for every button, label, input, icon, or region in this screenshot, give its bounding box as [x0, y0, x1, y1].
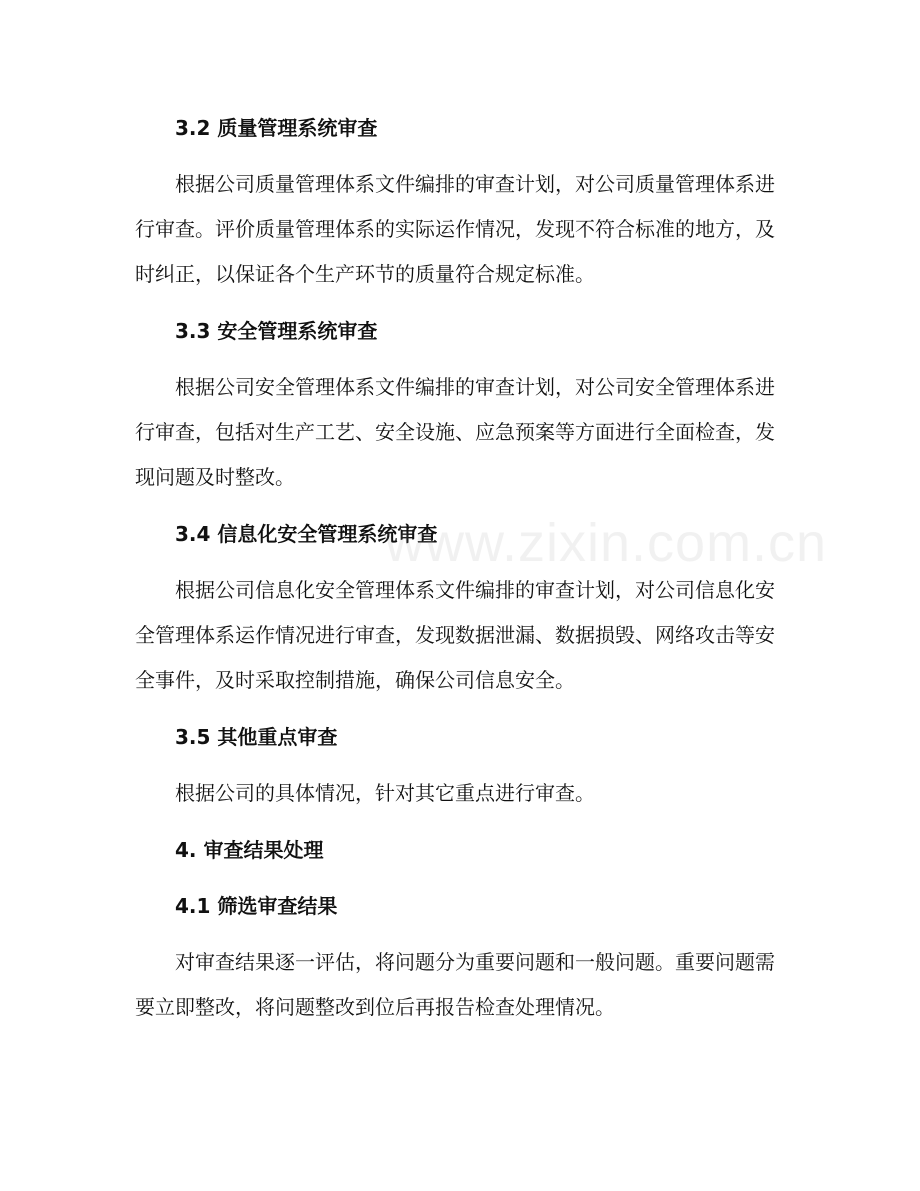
section-paragraph-3-2: 根据公司质量管理体系文件编排的审查计划，对公司质量管理体系进行审查。评价质量管理体系的实际运作情况，发现不符合标准的地方，及时纠正，以保证各个生产环节的质量符合规定标准。	[135, 172, 775, 286]
section-heading-3-3: 3.3 安全管理系统审查	[175, 319, 378, 343]
section-heading-3-2: 3.2 质量管理系统审查	[175, 116, 378, 140]
section-heading-4: 4. 审查结果处理	[175, 838, 324, 862]
section-heading-3-4: 3.4 信息化安全管理系统审查	[175, 522, 438, 546]
document-body	[135, 106, 775, 1042]
section-paragraph-3-5: 根据公司的具体情况，针对其它重点进行审查。	[175, 781, 595, 805]
section-heading-4-1: 4.1 筛选审查结果	[175, 894, 338, 918]
section-heading-3-5: 3.5 其他重点审查	[175, 725, 338, 749]
section-paragraph-4-1: 对审查结果逐一评估，将问题分为重要问题和一般问题。重要问题需要立即整改，将问题整改到位后再报告检查处理情况。	[135, 950, 775, 1019]
watermark-text: www.zixin.com.cn	[385, 513, 828, 573]
section-paragraph-3-3: 根据公司安全管理体系文件编排的审查计划，对公司安全管理体系进行审查，包括对生产工艺、安全设施、应急预案等方面进行全面检查，发现问题及时整改。	[135, 375, 775, 489]
section-paragraph-3-4: 根据公司信息化安全管理体系文件编排的审查计划，对公司信息化安全管理体系运作情况进行审查，发现数据泄漏、数据损毁、网络攻击等安全事件，及时采取控制措施，确保公司信息安全。	[135, 578, 775, 692]
